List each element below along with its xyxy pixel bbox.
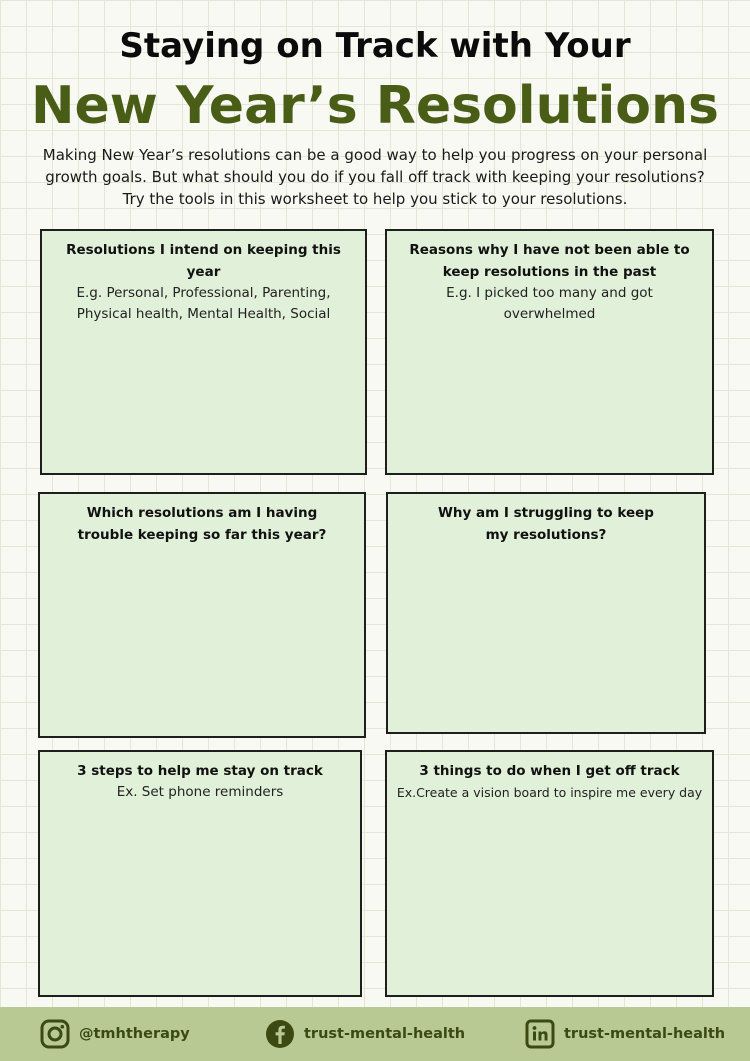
linkedin-link[interactable] bbox=[525, 1018, 725, 1050]
title-line-2: New Year’s Resolutions bbox=[30, 76, 719, 136]
box-example: Ex.Create a vision board to inspire me every day bbox=[396, 785, 703, 800]
instagram-link[interactable] bbox=[40, 1018, 190, 1050]
linkedin-handle: trust-mental-health bbox=[564, 1026, 726, 1042]
box-steps-stay-on-track[interactable] bbox=[38, 750, 362, 997]
box-why-struggling[interactable] bbox=[386, 492, 706, 734]
box-example: E.g. I picked too many and got overwhelmed bbox=[446, 285, 653, 322]
box-trouble-keeping[interactable] bbox=[38, 492, 366, 738]
box-heading: 3 things to do when I get off track bbox=[419, 763, 680, 779]
box-example: Ex. Set phone reminders bbox=[116, 784, 284, 800]
box-heading: Which resolutions am I having trouble keeping so far this year? bbox=[77, 505, 327, 543]
facebook-link[interactable] bbox=[265, 1018, 465, 1050]
box-heading: Reasons why I have not been able to keep resolutions in the past bbox=[409, 242, 690, 280]
box-resolutions-intend[interactable] bbox=[40, 229, 367, 475]
title-line-1: Staying on Track with Your bbox=[119, 26, 631, 66]
box-reasons-past[interactable] bbox=[385, 229, 714, 475]
box-example: E.g. Personal, Professional, Parenting, Physical health, Mental Health, Social bbox=[76, 285, 331, 322]
box-things-off-track[interactable] bbox=[385, 750, 714, 997]
box-heading: 3 steps to help me stay on track bbox=[77, 763, 323, 779]
instagram-icon bbox=[40, 1019, 70, 1049]
facebook-icon bbox=[265, 1019, 295, 1049]
instagram-handle: @tmhtherapy bbox=[79, 1026, 190, 1042]
footer-bar bbox=[0, 1007, 750, 1061]
facebook-handle: trust-mental-health bbox=[304, 1026, 466, 1042]
intro-paragraph: Making New Year’s resolutions can be a good way to help you progress on your personal growth goals. But what should you do if you fall off track with keeping your resolutions? Try the tools in this worksheet to help you stick to your resolutions. bbox=[42, 146, 708, 208]
linkedin-icon bbox=[525, 1019, 555, 1049]
box-heading: Resolutions I intend on keeping this year bbox=[66, 242, 341, 280]
box-heading: Why am I struggling to keep my resolutions? bbox=[438, 505, 654, 543]
